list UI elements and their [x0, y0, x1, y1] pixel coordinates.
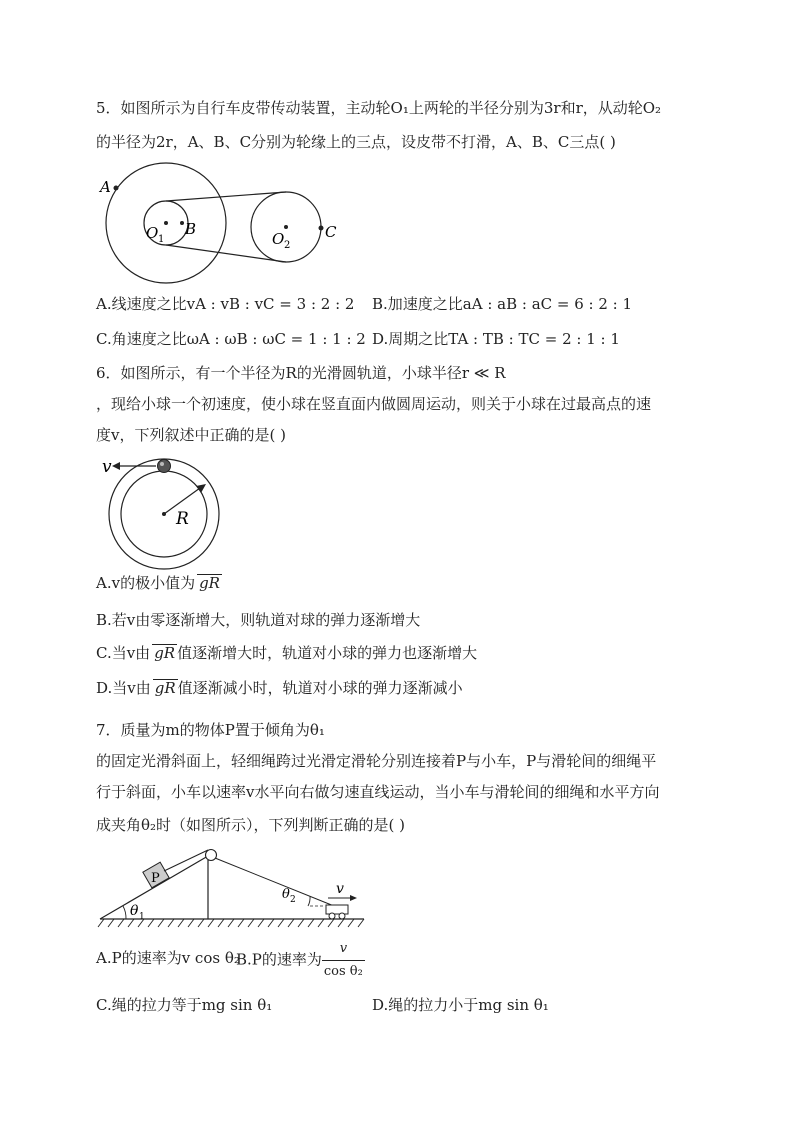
q7-option-c[interactable]: C.绳的拉力等于mg sin θ₁ [96, 996, 273, 1014]
fraction-numerator: v [322, 938, 365, 961]
q7-option-d[interactable]: D.绳的拉力小于mg sin θ₁ [372, 996, 549, 1014]
sqrt-gr: gR [154, 679, 176, 697]
label-o1: O [146, 224, 159, 242]
sqrt-gr: gR [199, 574, 220, 592]
q7-stem-line1: 7．质量为m的物体P置于倾角为θ₁ [96, 721, 325, 739]
label-o2-sub: 2 [284, 240, 291, 251]
label-v-track: v [102, 457, 112, 477]
q5-belt-diagram [96, 168, 346, 288]
q6-option-d-post: 值逐渐减小时，轨道对小球的弹力逐渐减小 [177, 679, 463, 697]
q6-option-d[interactable] [96, 677, 463, 699]
q7-option-b-pre: B.P的速率为 [236, 950, 322, 969]
q6-option-c-pre: C.当v由 [96, 644, 151, 662]
label-b: B [185, 220, 197, 238]
q6-track-diagram [100, 456, 230, 576]
q6-option-a[interactable] [96, 572, 222, 594]
label-a: A [100, 178, 111, 196]
q7-stem-line2: 的固定光滑斜面上，轻细绳跨过光滑定滑轮分别连接着P与小车，P与滑轮间的细绳平 [96, 752, 657, 770]
q5-option-a[interactable]: A.线速度之比vA : vB : vC = 3 : 2 : 2 [96, 295, 355, 313]
label-theta1: θ [130, 903, 139, 919]
label-v-car: v [336, 881, 344, 897]
fraction-denominator: cos θ₂ [323, 964, 363, 979]
label-o2: O [272, 230, 285, 248]
q7-stem-line4: 成夹角θ₂时（如图所示），下列判断正确的是( ) [96, 816, 406, 834]
q6-option-b[interactable]: B.若v由零逐渐增大，则轨道对球的弹力逐渐增大 [96, 611, 421, 629]
q5-stem-line1: 5．如图所示为自行车皮带传动装置，主动轮O₁上两轮的半径分别为3r和r，从动轮O₂ [96, 99, 662, 117]
label-p: P [151, 871, 160, 886]
q6-stem-line3: 度v，下列叙述中正确的是( ) [96, 426, 286, 444]
q6-stem-line2: ，现给小球一个初速度，使小球在竖直面内做圆周运动，则关于小球在过最高点的速 [96, 395, 652, 413]
q6-option-a-text: A.v的极小值为 [96, 574, 196, 592]
q7-option-b[interactable] [236, 938, 365, 983]
q6-option-c-post: 值逐渐增大时，轨道对小球的弹力也逐渐增大 [177, 644, 478, 662]
label-o1-sub: 1 [158, 234, 165, 245]
label-r: R [176, 509, 189, 529]
q5-stem-line2: 的半径为2r，A、B、C分别为轮缘上的三点，设皮带不打滑，A、B、C三点( ) [96, 133, 616, 151]
sqrt-gr: gR [154, 644, 176, 662]
label-theta1-sub: 1 [139, 912, 145, 922]
q6-stem-line1: 6．如图所示，有一个半径为R的光滑圆轨道，小球半径r ≪ R [96, 364, 506, 382]
q6-option-d-pre: D.当v由 [96, 679, 151, 697]
q7-option-a[interactable]: A.P的速率为v cos θ₂ [96, 949, 240, 967]
q7-stem-line3: 行于斜面，小车以速率v水平向右做匀速直线运动，当小车与滑轮间的细绳和水平方向 [96, 783, 660, 801]
fraction [322, 938, 365, 983]
q5-option-b[interactable]: B.加速度之比aA : aB : aC = 6 : 2 : 1 [372, 295, 633, 313]
q5-option-c[interactable]: C.角速度之比ωA : ωB : ωC = 1 : 1 : 2 [96, 330, 366, 348]
label-theta2: θ [282, 887, 290, 902]
q6-option-c[interactable] [96, 642, 477, 664]
label-theta2-sub: 2 [290, 895, 296, 905]
label-c: C [325, 223, 337, 241]
q7-incline-diagram [96, 844, 376, 930]
q5-option-d[interactable]: D.周期之比TA : TB : TC = 2 : 1 : 1 [372, 330, 620, 348]
